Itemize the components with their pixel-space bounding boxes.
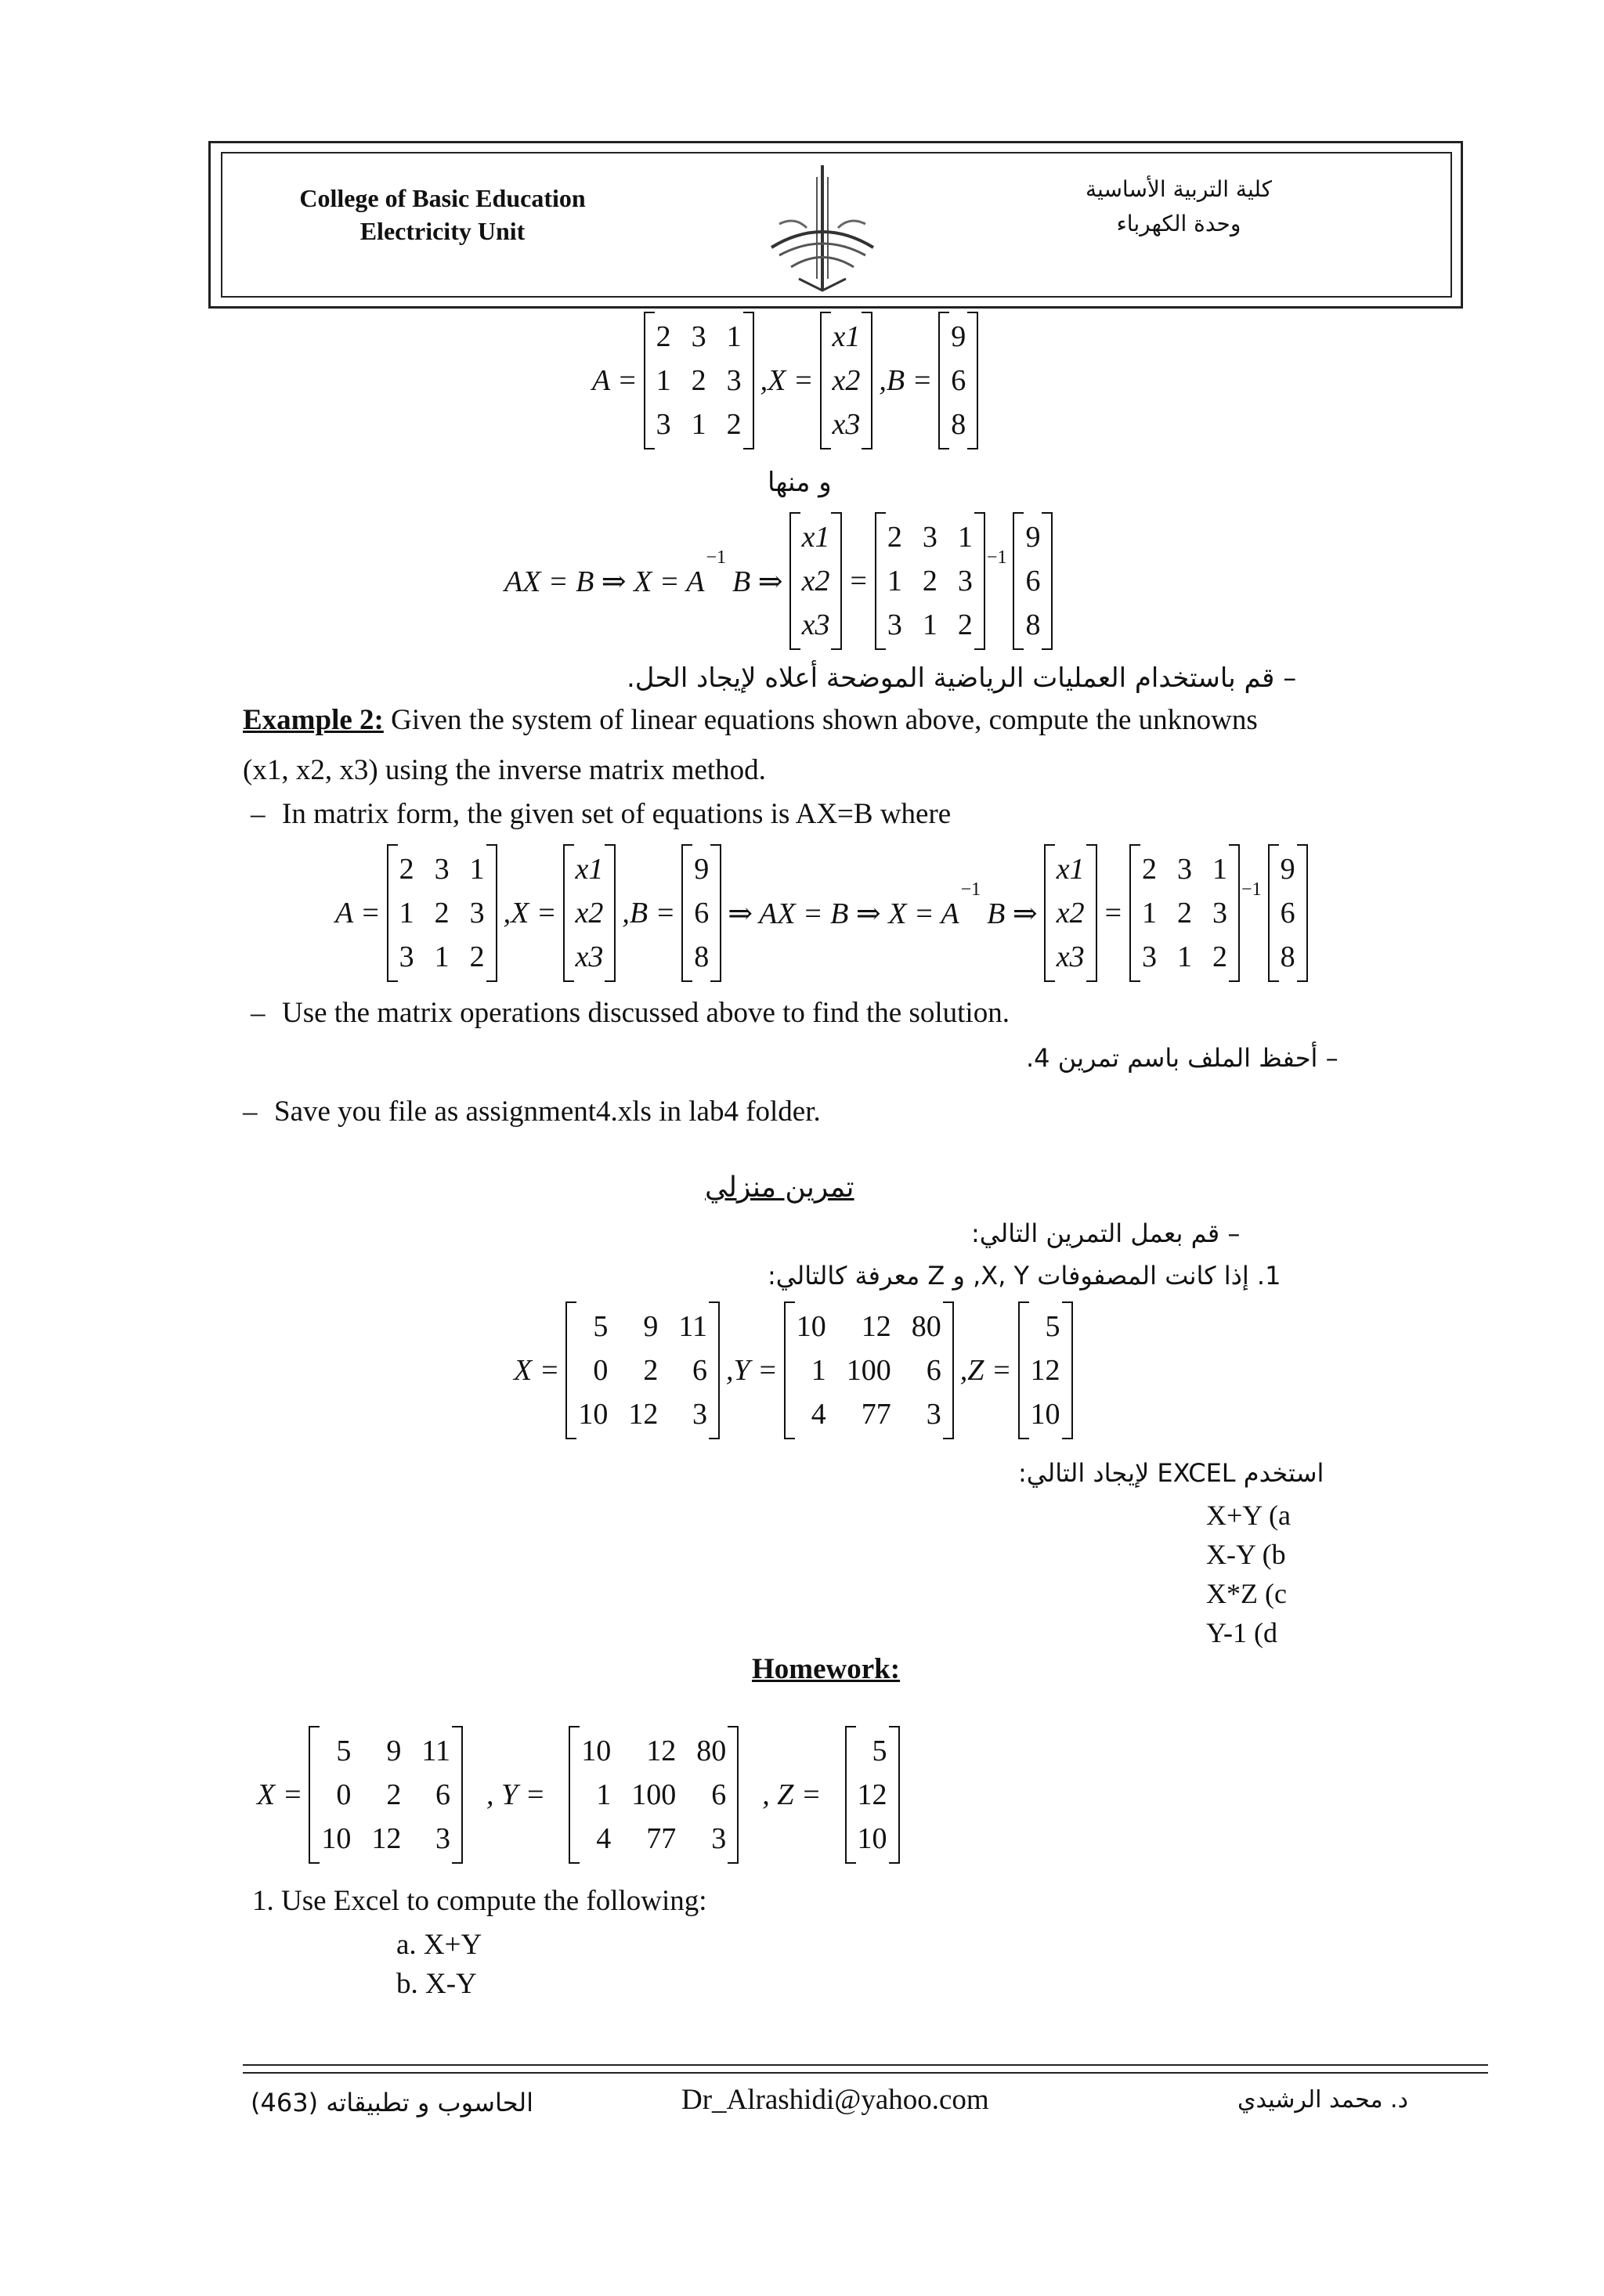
matrix-b-label: ,B = [879, 364, 933, 397]
footer-email: Dr_Alrashidi@yahoo.com [681, 2084, 989, 2116]
matrix-x-hw [565, 1301, 720, 1439]
matrix-y-label: , Y = [486, 1778, 546, 1811]
matrix-cell: 8 [694, 940, 710, 973]
matrix-cell: 3 [711, 1822, 727, 1855]
matrix-x-hw [309, 1726, 463, 1864]
matrix-cell: 10 [857, 1822, 887, 1855]
matrix-cell: 6 [951, 364, 966, 397]
header-arabic [1049, 172, 1308, 241]
matrix-a-inverse [1129, 844, 1240, 982]
bullet3-text: Save you file as assignment4.xls in lab4 folder. [274, 1096, 821, 1128]
matrix-cell: 4 [811, 1398, 826, 1431]
footer-author: د. محمد الرشيدي [1237, 2086, 1408, 2114]
matrix-cell: 5 [1045, 1310, 1060, 1343]
arabic-line1-text: قم بعمل التمرين التالي: [971, 1218, 1220, 1248]
arabic-excel-line: استخدم EXCEL لإيجاد التالي: [1018, 1458, 1324, 1488]
matrix-cell: 3 [957, 565, 973, 597]
example2-text-line2: (x1, x2, x3) using the inverse matrix method. [243, 754, 766, 786]
matrix-x-label: ,X = [760, 364, 814, 397]
list-item: X+Y (a [1206, 1500, 1291, 1531]
matrix-cell: x2 [1056, 897, 1085, 930]
matrix-x-unknowns [1044, 844, 1097, 982]
matrix-cell: 3 [434, 853, 450, 886]
arabic-homework-line1: – قم بعمل التمرين التالي: [971, 1218, 1241, 1248]
equation-inverse-chain [498, 512, 1053, 650]
example2-bullet2: – Use the matrix operations discussed above to find the solution. [251, 997, 1010, 1029]
matrix-a-label: A = [335, 897, 381, 930]
matrix-cell: 3 [469, 897, 485, 930]
matrix-cell: 3 [726, 364, 742, 397]
matrix-cell: 3 [926, 1398, 941, 1431]
matrix-cell: x2 [575, 897, 604, 930]
matrix-cell: 2 [386, 1778, 402, 1811]
chain-text: AX = B ⇒ X = A [759, 897, 959, 930]
matrix-y-hw [569, 1726, 739, 1864]
matrix-cell: 11 [421, 1735, 450, 1767]
matrix-a [644, 312, 754, 449]
unit-name-en: Electricity Unit [359, 217, 526, 245]
example2-paragraph [243, 703, 1258, 737]
matrix-cell: 1 [596, 1778, 612, 1811]
matrix-cell: 9 [643, 1310, 659, 1343]
matrix-cell: 100 [846, 1354, 891, 1387]
matrix-cell: 6 [1280, 897, 1295, 930]
matrix-cell: x1 [801, 521, 830, 554]
matrix-cell: x3 [801, 608, 830, 641]
matrix-cell: 1 [922, 608, 937, 641]
matrix-a-label: A = [592, 364, 638, 397]
matrix-cell: 1 [726, 320, 742, 353]
matrix-a [387, 844, 497, 982]
matrix-cell: 5 [336, 1735, 352, 1767]
matrix-cell: 1 [1177, 940, 1193, 973]
matrix-cell: 10 [796, 1310, 826, 1343]
matrix-cell: x3 [1056, 940, 1085, 973]
arabic-save-instruction: – أحفظ الملف باسم تمرين 4. [1026, 1043, 1338, 1073]
chain-text-2: B ⇒ [732, 565, 783, 598]
matrix-cell: 77 [646, 1822, 677, 1855]
matrix-cell: 1 [656, 364, 671, 397]
matrix-cell: 10 [581, 1735, 612, 1767]
arabic-instruction-1 [627, 662, 1296, 694]
matrix-cell: 8 [951, 408, 966, 441]
homework-item-b: b. X-Y [396, 1968, 477, 2000]
matrix-cell: 12 [646, 1735, 677, 1767]
matrix-cell: 10 [578, 1398, 609, 1431]
matrix-cell: 9 [951, 320, 966, 353]
matrix-cell: x1 [575, 853, 604, 886]
equals-sign: = [850, 565, 867, 597]
matrix-cell: 9 [386, 1735, 402, 1767]
arabic-instruction-text: قم باستخدام العمليات الرياضية الموضحة أعلاه لإيجاد الحل. [627, 662, 1275, 694]
matrix-x-unknowns [789, 512, 843, 650]
matrix-cell: 0 [336, 1778, 352, 1811]
matrix-cell: 1 [957, 521, 973, 554]
matrix-cell: x3 [832, 408, 861, 441]
footer-rule-2 [243, 2072, 1488, 2074]
matrix-cell: 1 [434, 940, 450, 973]
matrix-cell: 2 [469, 940, 485, 973]
matrix-x-label: X = [257, 1778, 303, 1811]
chain-text-2: B ⇒ [987, 897, 1038, 930]
matrix-cell: 1 [1142, 897, 1158, 930]
matrix-cell: 100 [631, 1778, 677, 1811]
chain-text: ⇒ [728, 897, 753, 930]
matrix-cell: 3 [1142, 940, 1158, 973]
matrix-z-hw [845, 1726, 900, 1864]
homework-item1: 1. Use Excel to compute the following: [252, 1885, 707, 1917]
matrix-cell: 2 [399, 853, 414, 886]
header-english [258, 182, 627, 247]
matrix-cell: 6 [694, 897, 710, 930]
bullet1-text: In matrix form, the given set of equations is AX=B where [282, 798, 952, 830]
matrix-x-label: ,X = [503, 897, 557, 930]
matrix-cell: 2 [1177, 897, 1193, 930]
matrix-cell: 6 [1025, 565, 1041, 597]
matrix-cell: 2 [726, 408, 742, 441]
matrix-b-vector [1013, 512, 1053, 650]
matrix-cell: 3 [1177, 853, 1193, 886]
college-logo-icon [764, 161, 881, 294]
inverse-superscript: −1 [986, 547, 1007, 568]
matrix-cell: 8 [1025, 608, 1041, 641]
matrix-b [938, 312, 978, 449]
matrix-b-label: ,B = [622, 897, 676, 930]
matrix-z-label: ,Z = [959, 1354, 1012, 1387]
inverse-superscript: −1 [706, 547, 727, 568]
matrix-cell: 80 [911, 1310, 941, 1343]
matrix-z-label: , Z = [762, 1778, 822, 1811]
arabic-save-text: أحفظ الملف باسم تمرين 4. [1026, 1043, 1318, 1073]
matrix-x-label: X = [514, 1354, 560, 1387]
matrix-cell: 3 [656, 408, 671, 441]
matrix-cell: 2 [1212, 940, 1228, 973]
matrix-x [563, 844, 616, 982]
matrix-cell: 11 [678, 1310, 707, 1343]
matrix-cell: 2 [643, 1354, 659, 1387]
matrix-b-vector [1268, 844, 1308, 982]
matrix-cell: 2 [434, 897, 450, 930]
matrix-cell: 12 [1030, 1354, 1060, 1387]
equation-abx-definition [586, 312, 978, 449]
matrix-cell: 9 [694, 853, 710, 886]
homework-item-a: a. X+Y [396, 1929, 482, 1961]
matrix-cell: x1 [832, 320, 861, 353]
unit-name-ar: وحدة الكهرباء [1116, 211, 1241, 236]
arabic-homework-title: تمرين منزلي [705, 1171, 854, 1204]
matrix-cell: 9 [1025, 521, 1041, 554]
chain-text: AX = B ⇒ X = A [504, 565, 705, 598]
equals-sign: = [1104, 897, 1122, 930]
matrix-cell: 77 [861, 1398, 891, 1431]
matrix-cell: 2 [957, 608, 973, 641]
matrix-cell: 3 [399, 940, 414, 973]
list-item: X*Z (c [1206, 1578, 1287, 1609]
matrix-cell: 1 [691, 408, 706, 441]
college-name-en: College of Basic Education [299, 184, 586, 212]
matrix-cell: 3 [1212, 897, 1228, 930]
matrix-cell: x2 [832, 364, 861, 397]
college-name-ar: كلية التربية الأساسية [1086, 176, 1272, 202]
matrix-cell: 12 [861, 1310, 891, 1343]
list-item: Y-1 (d [1206, 1617, 1277, 1648]
matrix-cell: 1 [469, 853, 485, 886]
matrix-cell: 1 [811, 1354, 826, 1387]
example2-bullet3: – Save you file as assignment4.xls in lab4 folder. [243, 1096, 821, 1128]
footer-course: الحاسوب و تطبيقاته (463) [251, 2088, 533, 2117]
matrix-cell: 2 [887, 521, 902, 554]
matrix-cell: 2 [691, 364, 706, 397]
matrix-cell: 6 [435, 1778, 450, 1811]
matrix-cell: 10 [321, 1822, 352, 1855]
matrix-y-label: ,Y = [725, 1354, 778, 1387]
matrix-cell: 1 [1212, 853, 1228, 886]
matrix-cell: 10 [1030, 1398, 1060, 1431]
matrix-x [820, 312, 873, 449]
bullet2-text: Use the matrix operations discussed above to find the solution. [282, 997, 1010, 1029]
example2-heading: Example 2: [243, 704, 384, 736]
matrix-cell: 12 [371, 1822, 402, 1855]
matrix-cell: 2 [922, 565, 937, 597]
matrix-cell: 2 [1142, 853, 1158, 886]
arabic-items-list [1206, 1496, 1291, 1652]
arabic-and-from-it: و منها [768, 467, 832, 498]
matrix-cell: 80 [696, 1735, 727, 1767]
matrix-cell: 1 [887, 565, 902, 597]
matrix-cell: x2 [801, 565, 830, 597]
matrix-cell: 3 [887, 608, 902, 641]
matrix-cell: x1 [1056, 853, 1085, 886]
matrix-y-hw [784, 1301, 954, 1439]
matrix-cell: 0 [593, 1354, 609, 1387]
matrix-cell: 3 [691, 320, 706, 353]
equation-example2 [329, 844, 1308, 982]
matrix-cell: 9 [1280, 853, 1295, 886]
matrix-cell: 4 [596, 1822, 612, 1855]
matrix-cell: 5 [872, 1735, 887, 1767]
matrix-cell: 12 [628, 1398, 659, 1431]
footer-rule [243, 2064, 1488, 2066]
matrix-cell: 2 [656, 320, 671, 353]
matrix-cell: 3 [922, 521, 937, 554]
arabic-dash: – [1274, 662, 1297, 694]
arabic-homework-line2: 1. إذا كانت المصفوفات X, Y, و Z معرفة كالتالي: [768, 1261, 1281, 1291]
list-item: X-Y (b [1206, 1539, 1286, 1570]
matrix-cell: 3 [435, 1822, 450, 1855]
matrix-cell: 5 [593, 1310, 609, 1343]
homework-title: Homework: [752, 1653, 901, 1685]
matrix-cell: 3 [692, 1398, 707, 1431]
example2-text-line1: Given the system of linear equations shown above, compute the unknowns [383, 704, 1258, 736]
inverse-superscript: −1 [960, 879, 981, 900]
matrix-cell: 12 [857, 1778, 887, 1811]
matrix-cell: 6 [926, 1354, 941, 1387]
matrix-cell: 8 [1280, 940, 1295, 973]
matrix-cell: 6 [711, 1778, 727, 1811]
matrix-cell: 1 [399, 897, 414, 930]
matrix-z-hw [1018, 1301, 1073, 1439]
equation-homework-en [251, 1726, 900, 1864]
example2-bullet1: – In matrix form, the given set of equations is AX=B where [251, 798, 952, 830]
matrix-b [681, 844, 721, 982]
inverse-superscript: −1 [1241, 879, 1262, 900]
equation-homework-ar [508, 1301, 1073, 1439]
matrix-cell: 6 [692, 1354, 707, 1387]
matrix-a-inverse [875, 512, 985, 650]
matrix-cell: x3 [575, 940, 604, 973]
